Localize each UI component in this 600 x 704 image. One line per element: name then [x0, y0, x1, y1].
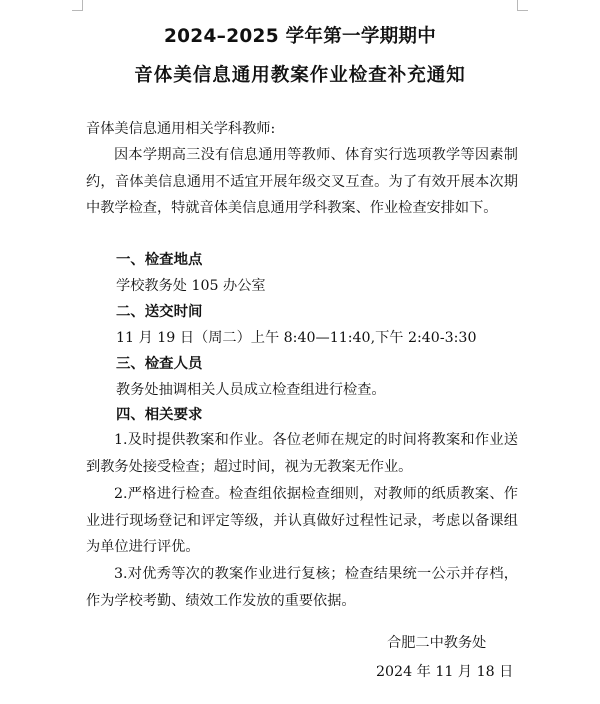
document-title-line-2: 音体美信息通用教案作业检查补充通知: [134, 65, 466, 86]
requirement-item-2: 2.严格进行检查。检查组依据检查细则，对教师的纸质教案、作业进行现场登记和评定等级，并认真做好过程性记录，考虑以备课组为单位进行评优。: [86, 486, 518, 555]
section-heading-time: 二、送交时间: [116, 304, 203, 320]
section-body-personnel: 教务处抽调相关人员成立检查组进行检查。: [116, 382, 386, 398]
requirement-item-3: 3.对优秀等次的教案作业进行复核；检查结果统一公示并存档，作为学校考勤、绩效工作发放的重要依据。: [86, 566, 518, 609]
section-heading-requirements: 四、相关要求: [116, 407, 203, 423]
section-heading-location: 一、检查地点: [116, 252, 203, 268]
section-body-time: 11 月 19 日（周二）上午 8:40—11:40,下午 2:40-3:30: [116, 330, 477, 346]
section-body-location: 学校教务处 105 办公室: [116, 278, 266, 294]
section-heading-personnel: 三、检查人员: [116, 356, 203, 372]
page-corner-mark-right: [517, 0, 528, 11]
page-corner-mark-left: [72, 0, 83, 11]
requirement-item-1: 1.及时提供教案和作业。各位老师在规定的时间将教案和作业送到教务处接受检查；超过时间，视为无教案无作业。: [86, 432, 518, 475]
document-title-line-1: 2024–2025 学年第一学期期中: [163, 26, 437, 47]
issue-date: 2024 年 11 月 18 日: [376, 664, 514, 680]
salutation: 音体美信息通用相关学科教师:: [86, 121, 276, 137]
issuer-signature: 合肥二中教务处: [387, 635, 487, 651]
intro-paragraph: 因本学期高三没有信息通用等教师、体育实行选项教学等因素制约，音体美信息通用不适宜开展年级交叉互查。为了有效开展本次期中教学检查，特就音体美信息通用学科教案、作业检查安排如下。: [86, 147, 518, 216]
